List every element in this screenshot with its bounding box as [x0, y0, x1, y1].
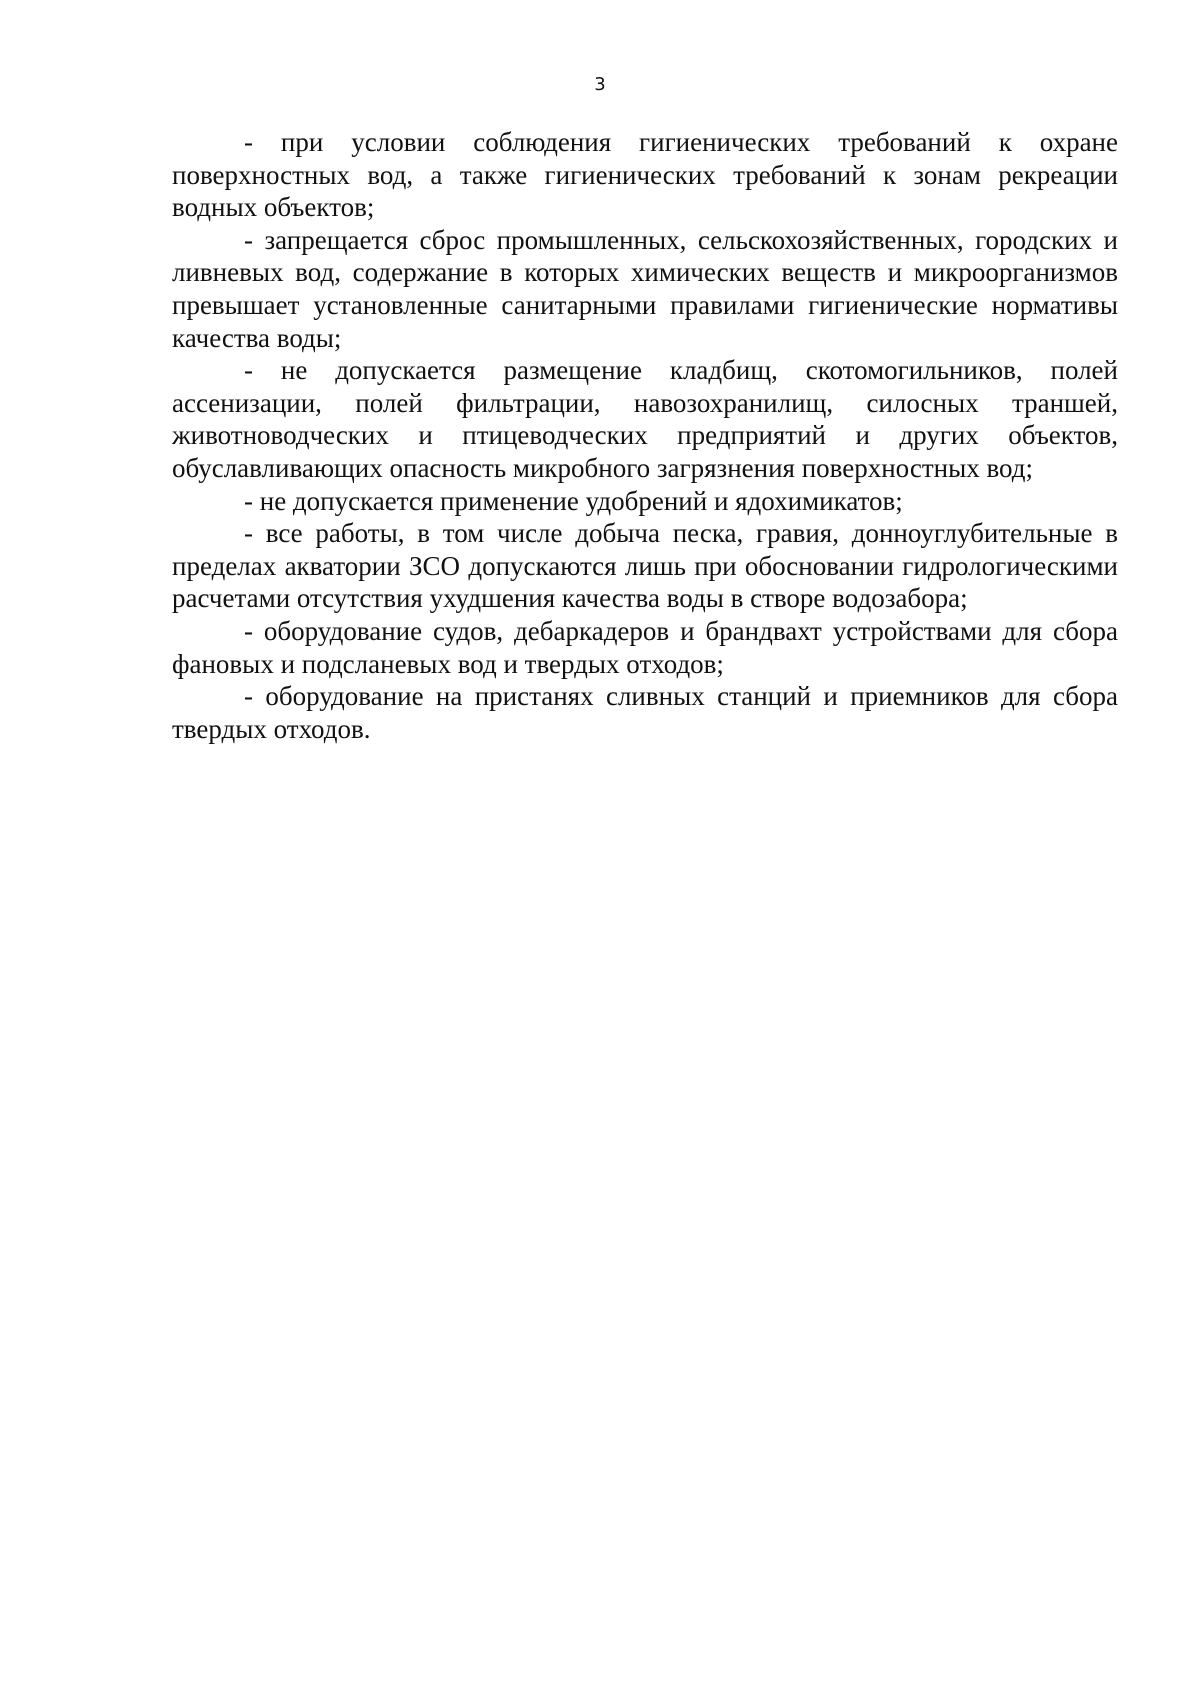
paragraph-vessel-equipment: - оборудование судов, дебаркадеров и брандвахт устройствами для сбора фановых и подсланевых вод и твердых отходов;: [172, 615, 1118, 679]
paragraph-wastewater-discharge-ban: - запрещается сброс промышленных, сельскохозяйственных, городских и ливневых вод, содержание в которых химических веществ и микроорганизмов превышает установленные санитарными правилами гигиенические нормативы качества воды;: [172, 224, 1118, 353]
paragraph-dredging-works: - все работы, в том числе добыча песка, гравия, донноуглубительные в пределах акватории ЗСО допускаются лишь при обосновании гидрологическими расчетами отсутствия ухудшения качества воды в створе водозабора;: [172, 518, 1118, 614]
paragraph-fertilizer-ban: - не допускается применение удобрений и ядохимикатов;: [244, 485, 903, 516]
paragraph-pier-equipment: - оборудование на пристанях сливных станций и приемников для сбора твердых отходов.: [172, 681, 1118, 744]
paragraph-placement-restrictions: - не допускается размещение кладбищ, скотомогильников, полей ассенизации, полей фильтрации, навозохранилищ, силосных траншей, животноводческих и птицеводческих предприятий и других объектов, обуславливающих опасность микробного загрязнения поверхностных вод;: [172, 355, 1118, 483]
page-number: 3: [594, 74, 606, 95]
document-body: [172, 126, 1118, 745]
paragraph-surface-water-hygiene: - при условии соблюдения гигиенических требований к охране поверхностных вод, а также гигиенических требований к зонам рекреации водных объектов;: [172, 127, 1118, 223]
